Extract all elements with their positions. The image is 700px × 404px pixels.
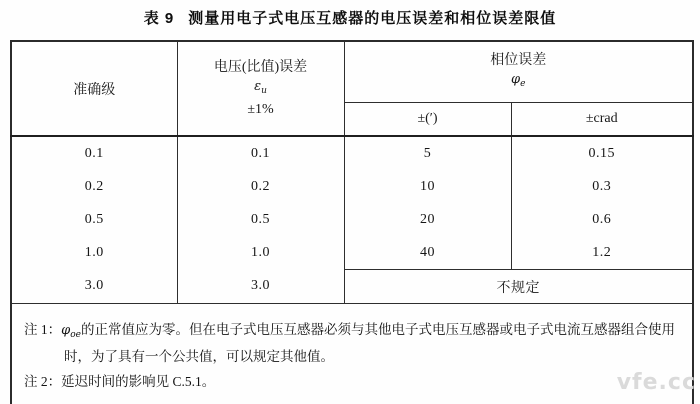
watermark: vfe.cc <box>616 370 696 395</box>
note-2: 注 2：延迟时间的影响见 C.5.1。 <box>24 374 216 389</box>
voltage-error-symbol: $\varepsilon_u$ <box>254 78 267 96</box>
phase-minutes-value: 20 <box>344 203 511 236</box>
table-row-last <box>11 270 693 304</box>
accuracy-value: 1.0 <box>84 244 104 260</box>
phase-crad-value: 1.2 <box>511 236 693 270</box>
phase-minutes-value: 40 <box>344 236 511 270</box>
header-voltage-error <box>177 41 344 136</box>
phase-offset-symbol: $\varphi_{oe}$ <box>61 323 81 340</box>
voltage-error-value: 0.5 <box>177 203 344 236</box>
accuracy-value: 0.5 <box>84 211 104 227</box>
notes-row <box>11 304 693 404</box>
voltage-error-value: 1.0 <box>177 236 344 270</box>
voltage-error-value: 3.0 <box>177 270 344 304</box>
header-phase-minutes: ±(′) <box>344 103 511 137</box>
table-row <box>11 236 693 270</box>
notes-cell <box>11 304 693 404</box>
header-phase-crad: ±crad <box>511 103 693 137</box>
table-number: 表 9 <box>143 10 175 27</box>
voltage-error-value: 0.2 <box>177 170 344 203</box>
phase-crad-value: 0.6 <box>511 203 693 236</box>
phase-error-label: 相位误差 <box>490 53 547 68</box>
note-1 <box>24 317 678 369</box>
phase-crad-value: 0.3 <box>511 170 693 203</box>
table-row <box>11 170 693 203</box>
header-phase-error <box>344 41 693 103</box>
note-1-text: 的正常值应为零。但在电子式电压互感器必须与其他电子式电压互感器或电子式电流互感器组合使用时，为了具有一个公共值，可以规定其他值。 <box>64 322 675 364</box>
phase-crad-value: 0.15 <box>511 136 693 170</box>
table-title <box>0 7 700 28</box>
table-row <box>11 136 693 170</box>
accuracy-value: 0.1 <box>84 145 104 161</box>
voltage-error-label: 电压(比值)误差 <box>213 59 308 75</box>
phase-not-specified: 不规定 <box>344 270 693 304</box>
accuracy-value: 3.0 <box>84 278 104 294</box>
table-caption: 测量用电子式电压互感器的电压误差和相位误差限值 <box>188 10 557 27</box>
note-1-prefix: 注 1： <box>24 322 62 337</box>
phase-minutes-value: 5 <box>344 136 511 170</box>
phase-error-symbol: $\varphi_e$ <box>511 72 526 89</box>
voltage-error-value: 0.1 <box>177 136 344 170</box>
phase-minutes-value: 10 <box>344 170 511 203</box>
limits-table <box>10 40 694 404</box>
header-accuracy-class: 准确级 <box>11 41 177 136</box>
accuracy-value: 0.2 <box>84 178 104 194</box>
voltage-error-unit: ±1% <box>247 101 274 117</box>
table-row <box>11 203 693 236</box>
